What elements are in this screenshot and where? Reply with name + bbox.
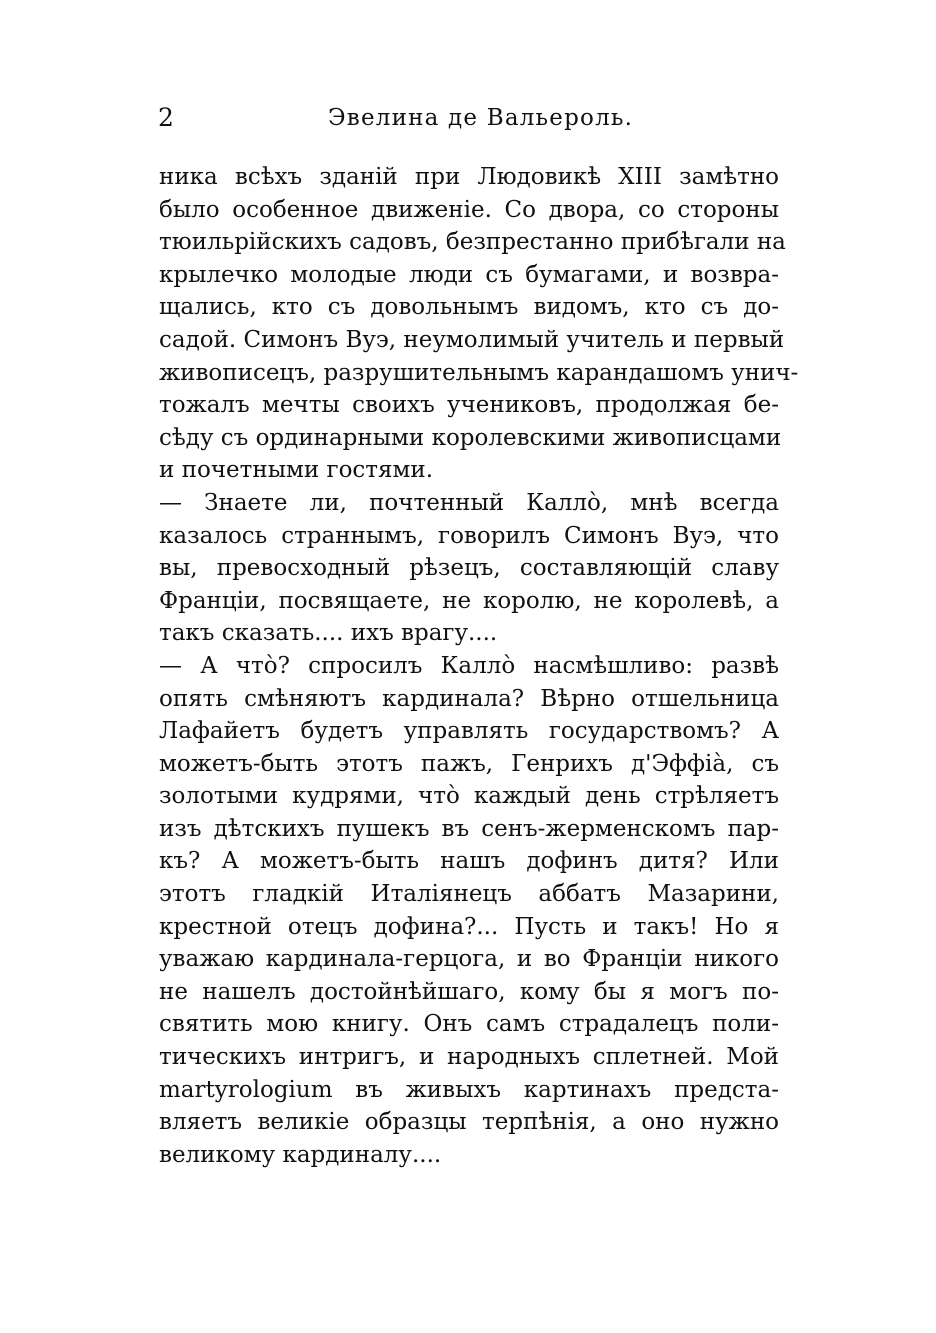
text-line: садой. Симонъ Вуэ, неумолимый учитель и первый xyxy=(159,326,785,353)
paragraph-last-line: и почетными гостями. xyxy=(159,457,434,484)
text-line: щались, кто съ довольнымъ видомъ, кто съ до- xyxy=(159,294,779,321)
text-line: опять смѣняютъ кардинала? Вѣрно отшельница xyxy=(159,685,779,712)
text-line: можетъ-быть этотъ пажъ, Генрихъ д'Эффіа̀, съ xyxy=(159,750,779,777)
text-line: крылечко молодые люди съ бумагами, и возвра- xyxy=(159,261,779,288)
text-line: крестной отецъ дофина?... Пусть и такъ! Но я xyxy=(159,913,779,940)
text-line: не нашелъ достойнѣйшаго, кому бы я могъ по- xyxy=(159,978,779,1005)
text-line: сѣду съ ординарными королевскими живописцами xyxy=(159,424,782,451)
text-line: было особенное движеніе. Со двора, со стороны xyxy=(159,196,779,223)
paragraph-last-line: такъ сказать.... ихъ врагу.... xyxy=(159,620,498,647)
text-line: этотъ гладкій Италіянецъ аббатъ Мазарини, xyxy=(159,881,779,908)
text-line: къ? А можетъ-быть нашъ дофинъ дитя? Или xyxy=(159,848,779,875)
text-line: ника всѣхъ зданій при Людовикѣ XIII замѣтно xyxy=(159,164,779,190)
text-line: уважаю кардинала-герцога, и во Франціи никого xyxy=(159,946,779,973)
text-line: святить мою книгу. Онъ самъ страдалецъ поли- xyxy=(159,1011,779,1038)
running-title: Эвелина де Вальероль. xyxy=(328,105,634,131)
text-line: вы, превосходный рѣзецъ, составляющій славу xyxy=(159,555,779,582)
text-line: Франціи, посвящаете, не королю, не королевѣ, а xyxy=(159,587,779,614)
page-number: 2 xyxy=(158,103,174,132)
text-line: тическихъ интригъ, и народныхъ сплетней. Мой xyxy=(159,1044,779,1071)
text-line: тюильрійскихъ садовъ, безпрестанно прибѣгали на xyxy=(159,229,786,256)
text-line: золотыми кудрями, что̀ каждый день стрѣляетъ xyxy=(159,783,779,810)
paragraph-last-line: великому кардиналу.... xyxy=(159,1141,442,1168)
text-line: изъ дѣтскихъ пушекъ въ сенъ-жерменскомъ пар- xyxy=(159,815,779,842)
text-line: — А что̀? спросилъ Калло̀ насмѣшливо: развѣ xyxy=(159,652,779,679)
text-line: Лафайетъ будетъ управлять государствомъ? А xyxy=(159,718,779,745)
text-line: тожалъ мечты своихъ учениковъ, продолжая бе- xyxy=(159,392,779,419)
text-line: живописецъ, разрушительнымъ карандашомъ унич- xyxy=(159,359,799,386)
text-line: вляетъ великіе образцы терпѣнія, а оно нужно xyxy=(159,1109,779,1136)
page-header xyxy=(158,100,778,136)
body-text xyxy=(159,161,799,1171)
text-line: — Знаете ли, почтенный Калло̀, мнѣ всегда xyxy=(159,489,779,516)
text-line: martyrologium въ живыхъ картинахъ предста- xyxy=(159,1076,779,1103)
text-line: казалось страннымъ, говорилъ Симонъ Вуэ, что xyxy=(159,522,779,549)
